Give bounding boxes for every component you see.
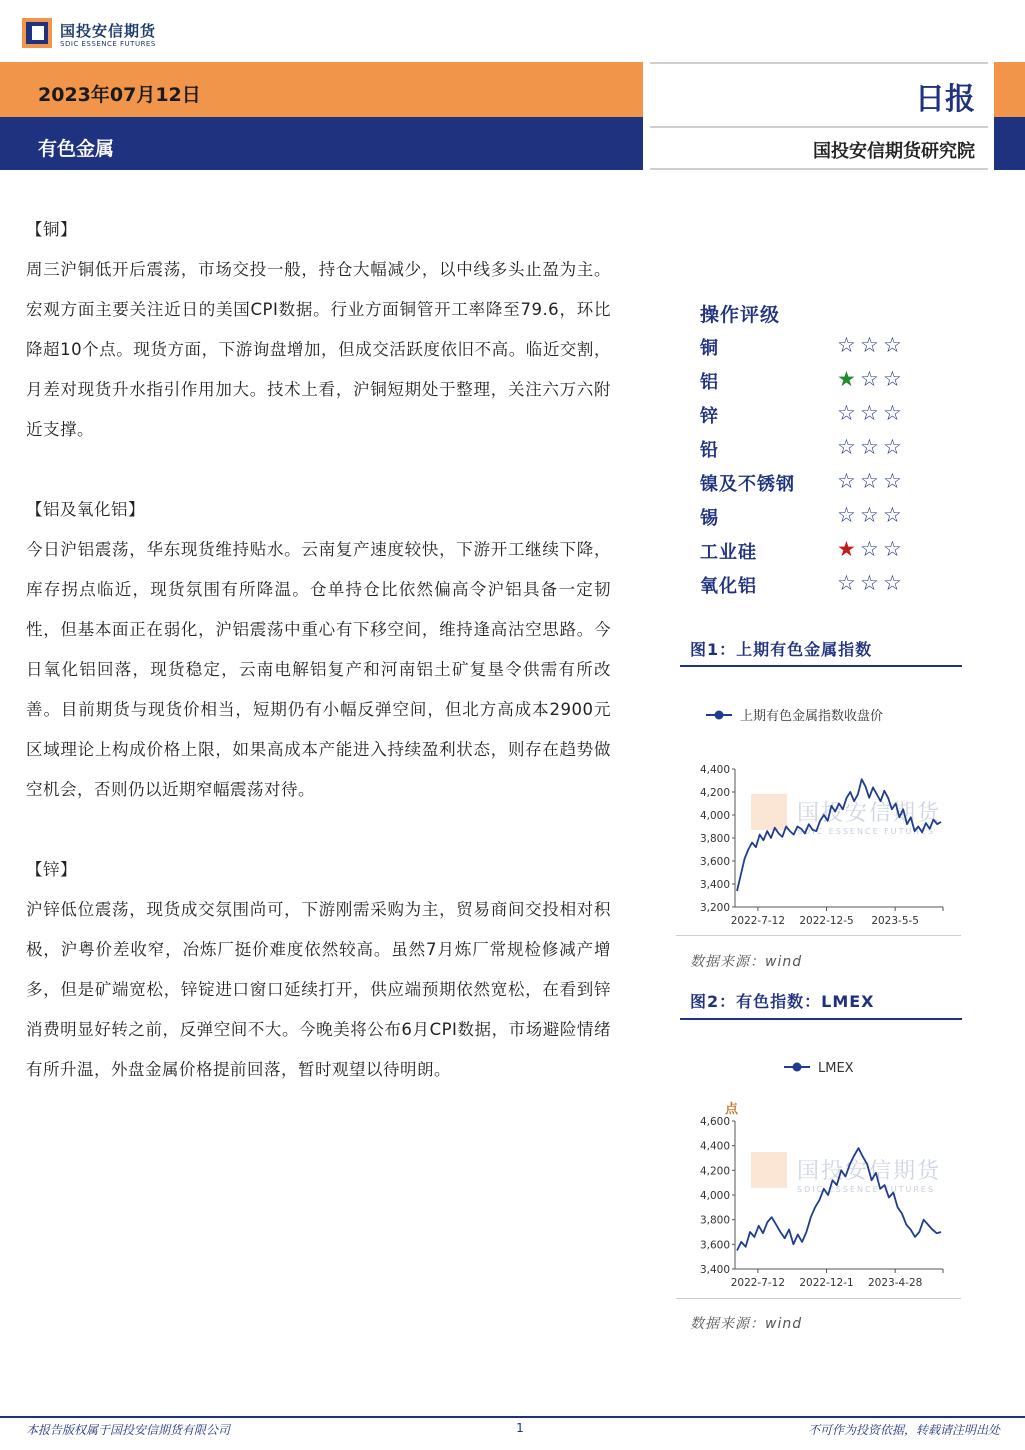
rating-stars: [837, 571, 906, 595]
report-date: 2023年07月12日: [38, 84, 201, 106]
report-body: [26, 210, 611, 1090]
footer-rule: [0, 1416, 1025, 1418]
legend-marker: [793, 1063, 802, 1072]
footer-disclaimer: 不可作为投资依据，转载请注明出处: [807, 1423, 1000, 1437]
rating-row: [700, 538, 960, 572]
rating-stars: [837, 537, 906, 561]
section-heading: 【铝及氧化铝】: [26, 500, 145, 519]
star-empty-icon: ☆: [860, 435, 879, 459]
star-empty-icon: ☆: [883, 537, 902, 561]
star-empty-icon: ☆: [860, 537, 879, 561]
rating-row: [700, 470, 960, 504]
accent-navy: [994, 117, 1025, 170]
y-tick-label: 4,600: [699, 1116, 730, 1128]
sector-title: 有色金属: [38, 138, 115, 160]
rating-stars: [837, 469, 906, 493]
star-empty-icon: ☆: [860, 469, 879, 493]
rating-row: [700, 368, 960, 402]
figure-2-rule: [680, 1018, 962, 1020]
star-empty-icon: ☆: [883, 435, 902, 459]
y-tick-label: 3,600: [699, 856, 730, 868]
rating-panel: [700, 300, 960, 606]
accent-orange: [994, 62, 1025, 117]
star-filled-icon: ★: [837, 367, 856, 391]
brand-name-cn: 国投安信期货: [60, 22, 157, 40]
y-tick-label: 4,400: [699, 1140, 730, 1153]
watermark-logo-icon: [751, 794, 787, 830]
rating-row: [700, 504, 960, 538]
star-empty-icon: ☆: [837, 571, 856, 595]
y-tick-label: 4,000: [699, 810, 730, 822]
star-empty-icon: ☆: [883, 367, 902, 391]
figure-1-chart: [676, 690, 961, 936]
star-empty-icon: ☆: [837, 401, 856, 425]
y-axis-label: 点: [725, 1102, 739, 1117]
section-text: 今日沪铝震荡，华东现货维持贴水。云南复产速度较快，下游开工继续下降，库存拐点临近，现货氛围有所降温。仓单持仓比依然偏高令沪铝具备一定韧性，但基本面正在弱化，沪铝震荡中重心有下移空间，维持逢高沽空思路。今日氧化铝回落，现货稳定，云南电解铝复产和河南铝土矿复垦令供需有所改善。目前期货与现货价相当，短期仍有小幅反弹空间，但北方高成本2900元区域理论上构成价格上限，如果高成本产能进入持续盈利状态，则存在趋势做空机会，否则仍以近期窄幅震荡对待。: [26, 540, 611, 799]
y-tick-label: 3,400: [699, 879, 730, 891]
star-empty-icon: ☆: [883, 503, 902, 527]
star-empty-icon: ☆: [860, 571, 879, 595]
x-tick-label: 2022-7-12: [730, 1277, 786, 1289]
y-tick-label: 3,400: [699, 1264, 730, 1276]
report-type: 日报: [915, 82, 975, 117]
star-empty-icon: ☆: [860, 333, 879, 357]
star-empty-icon: ☆: [837, 469, 856, 493]
star-empty-icon: ☆: [883, 571, 902, 595]
brand-mark-icon: [22, 18, 52, 48]
page-number: 1: [516, 1421, 524, 1435]
section-heading: 【锌】: [26, 860, 77, 879]
legend-label: LMEX: [818, 1061, 854, 1076]
rating-metal-name: 锌: [700, 406, 719, 427]
star-empty-icon: ☆: [860, 367, 879, 391]
rating-row: [700, 334, 960, 368]
x-tick-label: 2022-12-5: [799, 915, 854, 927]
watermark-subtext: SDIC ESSENCE FUTURES: [797, 1185, 936, 1194]
header-rule-bottom: [650, 168, 988, 170]
y-tick-label: 4,200: [699, 1165, 730, 1178]
rating-row: [700, 572, 960, 606]
star-empty-icon: ☆: [860, 503, 879, 527]
x-tick-label: 2023-5-5: [871, 915, 919, 927]
x-tick-label: 2022-12-1: [799, 1277, 854, 1289]
header-rule-mid: [650, 126, 988, 128]
rating-metal-name: 镍及不锈钢: [700, 474, 795, 495]
rating-metal-name: 氧化铝: [700, 576, 757, 597]
watermark-logo-icon: [751, 1152, 787, 1188]
star-empty-icon: ☆: [837, 435, 856, 459]
figure-1-rule: [680, 665, 962, 667]
star-empty-icon: ☆: [883, 401, 902, 425]
rating-stars: [837, 503, 906, 527]
figure-2-source: 数据来源：wind: [690, 1316, 803, 1332]
section-text: 周三沪铜低开后震荡，市场交投一般，持仓大幅减少，以中线多头止盈为主。宏观方面主要关注近日的美国CPI数据。行业方面铜管开工率降至79.6，环比降超10个点。现货方面，下游询盘增加，但成交活跃度依旧不高。临近交割，月差对现货升水指引作用加大。技术上看，沪铜短期处于整理，关注六万六附近支撑。: [26, 260, 611, 439]
x-tick-label: 2023-4-28: [867, 1277, 923, 1289]
rating-metal-name: 铅: [700, 440, 719, 461]
rating-metal-name: 铝: [700, 372, 719, 393]
y-tick-label: 4,000: [699, 1190, 730, 1202]
star-empty-icon: ☆: [883, 333, 902, 357]
rating-row: [700, 436, 960, 470]
institute-name: 国投安信期货研究院: [813, 141, 975, 162]
section-text: 沪锌低位震荡，现货成交氛围尚可，下游刚需采购为主，贸易商间交投相对积极，沪粤价差收窄，冶炼厂挺价难度依然较高。虽然7月炼厂常规检修减产增多，但是矿端宽松，锌锭进口窗口延续打开，供应端预期依然宽松，在看到锌消费明显好转之前，反弹空间不大。今晚美将公布6月CPI数据，市场避险情绪有所升温，外盘金属价格提前回落，暂时观望以待明朗。: [26, 900, 611, 1079]
figure-1-title: 图1：上期有色金属指数: [690, 640, 873, 659]
rating-metal-name: 铜: [700, 338, 719, 359]
section-heading: 【铜】: [26, 220, 77, 239]
y-tick-label: 3,800: [699, 833, 730, 845]
rating-metal-name: 锡: [700, 508, 719, 529]
star-empty-icon: ☆: [837, 503, 856, 527]
star-filled-icon: ★: [837, 537, 856, 561]
rating-stars: [837, 367, 906, 391]
legend-marker: [715, 711, 724, 720]
watermark-text: 国投安信期货: [797, 801, 942, 826]
rating-stars: [837, 401, 906, 425]
watermark-subtext: SDIC ESSENCE FUTURES: [797, 827, 936, 836]
star-empty-icon: ☆: [860, 401, 879, 425]
y-tick-label: 4,200: [699, 787, 730, 799]
star-empty-icon: ☆: [883, 469, 902, 493]
figure-2-title: 图2：有色指数：LMEX: [690, 992, 875, 1011]
rating-stars: [837, 435, 906, 459]
footer-copyright: 本报告版权属于国投安信期货有限公司: [26, 1423, 231, 1437]
y-tick-label: 4,400: [699, 764, 730, 776]
brand-logo: [22, 18, 202, 52]
y-tick-label: 3,600: [699, 1239, 730, 1252]
figure-1-source: 数据来源：wind: [690, 954, 803, 970]
rating-title: 操作评级: [700, 304, 781, 326]
chart-1-svg: [676, 690, 961, 935]
rating-row: [700, 402, 960, 436]
watermark-text: 国投安信期货: [797, 1159, 942, 1184]
brand-name-en: SDIC ESSENCE FUTURES: [60, 40, 156, 48]
header-rule-top: [650, 62, 988, 64]
rating-metal-name: 工业硅: [700, 542, 757, 563]
star-empty-icon: ☆: [837, 333, 856, 357]
rating-stars: [837, 333, 906, 357]
legend-label: 上期有色金属指数收盘价: [740, 709, 884, 724]
figure-2-chart: [676, 1045, 961, 1299]
chart-2-svg: [676, 1045, 961, 1298]
y-tick-label: 3,800: [699, 1214, 730, 1227]
x-tick-label: 2022-7-12: [730, 915, 786, 927]
y-tick-label: 3,200: [699, 902, 730, 914]
